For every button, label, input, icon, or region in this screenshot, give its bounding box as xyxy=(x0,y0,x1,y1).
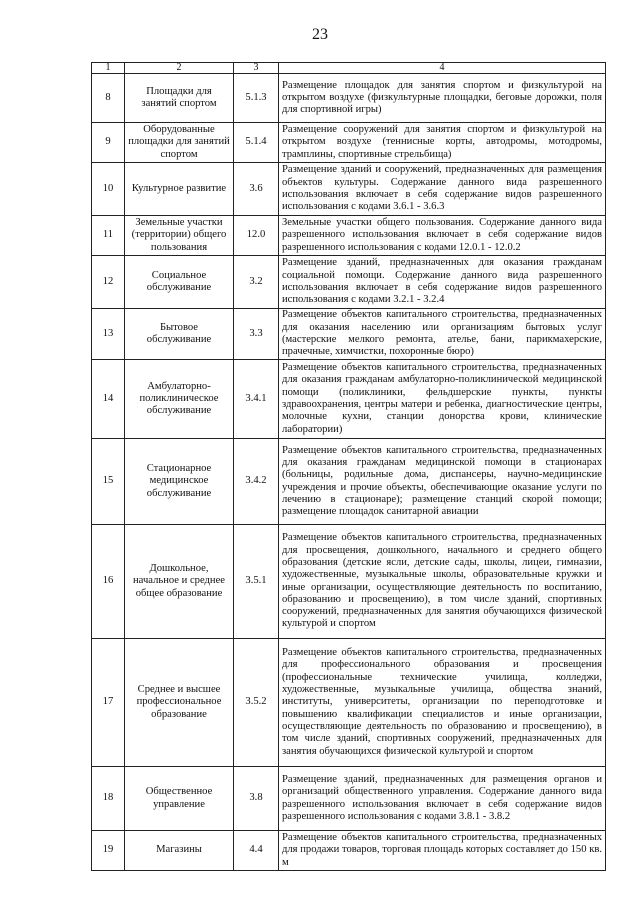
use-name: Среднее и высшее профессиональное образование xyxy=(125,639,234,767)
use-name: Общественное управление xyxy=(125,767,234,831)
use-description: Размещение объектов капитального строительства, предназначенных для просвещения, дошкольного, начального и среднего общего образования (детские ясли, детские сады, школы, лицеи, гимназии, художественные, музыкальные школы, образовательные кружки и иные организации, осуществляющие деятельность по воспитанию, образованию и просвещению), в том числе зданий, спортивных сооружений, предназначенных для занятия обучающихся физической культурой и спортом xyxy=(279,525,606,639)
use-code: 5.1.3 xyxy=(234,74,279,123)
table-row xyxy=(92,525,606,639)
row-number: 19 xyxy=(92,831,125,871)
row-number: 14 xyxy=(92,360,125,439)
use-name: Дошкольное, начальное и среднее общее образование xyxy=(125,525,234,639)
table-row xyxy=(92,256,606,309)
use-code: 4.4 xyxy=(234,831,279,871)
use-code: 12.0 xyxy=(234,216,279,256)
use-description: Размещение объектов капитального строительства, предназначенных для оказания гражданам амбулаторно-поликлинической медицинской помощи (поликлиники, фельдшерские пункты, пункты здравоохранения, центры матери и ребенка, диагностические центры, молочные кухни, станции донорства крови, клинические лаборатории) xyxy=(279,360,606,439)
use-description: Размещение зданий, предназначенных для размещения органов и организаций общественного управления. Содержание данного вида разрешенного использования включает в себя содержание видов разрешенного использования с кодами 3.8.1 - 3.8.2 xyxy=(279,767,606,831)
use-code: 3.5.1 xyxy=(234,525,279,639)
use-code: 3.4.2 xyxy=(234,439,279,525)
row-number: 15 xyxy=(92,439,125,525)
use-code: 3.4.1 xyxy=(234,360,279,439)
use-code: 3.8 xyxy=(234,767,279,831)
use-description: Размещение объектов капитального строительства, предназначенных для продажи товаров, торговая площадь которых составляет до 150 кв. м xyxy=(279,831,606,871)
use-description: Размещение объектов капитального строительства, предназначенных для оказания гражданам медицинской помощи в стационарах (больницы, родильные дома, диспансеры, научно-медицинские учреждения и прочие объекты, обеспечивающие оказание услуги по лечению в стационаре); размещение станций скорой помощи; размещение площадок санитарной авиации xyxy=(279,439,606,525)
row-number: 8 xyxy=(92,74,125,123)
row-number: 13 xyxy=(92,309,125,360)
row-number: 10 xyxy=(92,163,125,216)
use-name: Земельные участки (территории) общего пользования xyxy=(125,216,234,256)
table-row xyxy=(92,831,606,871)
use-name: Бытовое обслуживание xyxy=(125,309,234,360)
header-cell: 4 xyxy=(279,63,606,74)
use-name: Оборудованные площадки для занятий спортом xyxy=(125,123,234,163)
use-description: Размещение сооружений для занятия спортом и физкультурой на открытом воздухе (теннисные корты, автодромы, мотодромы, трамплины, спортивные стрельбища) xyxy=(279,123,606,163)
table-row xyxy=(92,767,606,831)
table-row xyxy=(92,163,606,216)
page-number: 23 xyxy=(312,26,328,43)
table-row xyxy=(92,639,606,767)
row-number: 18 xyxy=(92,767,125,831)
use-name: Стационарное медицинское обслуживание xyxy=(125,439,234,525)
row-number: 9 xyxy=(92,123,125,163)
use-code: 3.2 xyxy=(234,256,279,309)
use-name: Площадки для занятий спортом xyxy=(125,74,234,123)
row-number: 11 xyxy=(92,216,125,256)
row-number: 12 xyxy=(92,256,125,309)
use-code: 3.3 xyxy=(234,309,279,360)
use-code: 3.5.2 xyxy=(234,639,279,767)
use-description: Размещение площадок для занятия спортом и физкультурой на открытом воздухе (физкультурные площадки, беговые дорожки, поля для спортивной игры) xyxy=(279,74,606,123)
use-code: 5.1.4 xyxy=(234,123,279,163)
use-code: 3.6 xyxy=(234,163,279,216)
header-cell: 1 xyxy=(92,63,125,74)
use-description: Размещение объектов капитального строительства, предназначенных для оказания населению или организациям бытовых услуг (мастерские мелкого ремонта, ателье, бани, парикмахерские, прачечные, химчистки, похоронные бюро) xyxy=(279,309,606,360)
table-row xyxy=(92,216,606,256)
table-row xyxy=(92,439,606,525)
use-name: Магазины xyxy=(125,831,234,871)
table-row xyxy=(92,123,606,163)
land-use-table xyxy=(91,62,606,871)
use-name: Амбулаторно-поликлиническое обслуживание xyxy=(125,360,234,439)
use-description: Размещение зданий, предназначенных для оказания гражданам социальной помощи. Содержание данного вида разрешенного использования включает в себя содержание видов разрешенного использования с кодами 3.2.1 - 3.2.4 xyxy=(279,256,606,309)
use-description: Размещение объектов капитального строительства, предназначенных для профессионального образования и просвещения (профессиональные технические училища, колледжи, художественные, музыкальные училища, общества знаний, институты, университеты, организации по переподготовке и повышению квалификации специалистов и иные организации, осуществляющие деятельность по образованию и просвещению), в том числе зданий, спортивных сооружений, предназначенных для занятия обучающихся физической культурой и спортом xyxy=(279,639,606,767)
table-row xyxy=(92,309,606,360)
header-cell: 2 xyxy=(125,63,234,74)
header-row xyxy=(92,63,606,74)
use-name: Культурное развитие xyxy=(125,163,234,216)
table-row xyxy=(92,360,606,439)
row-number: 16 xyxy=(92,525,125,639)
use-description: Земельные участки общего пользования. Содержание данного вида разрешенного использования включает в себя содержание видов разрешенного использования с кодами 12.0.1 - 12.0.2 xyxy=(279,216,606,256)
table-row xyxy=(92,74,606,123)
use-description: Размещение зданий и сооружений, предназначенных для размещения объектов культуры. Содержание данного вида разрешенного использования включает в себя содержание видов разрешенного использования с кодами 3.6.1 - 3.6.3 xyxy=(279,163,606,216)
use-name: Социальное обслуживание xyxy=(125,256,234,309)
row-number: 17 xyxy=(92,639,125,767)
header-cell: 3 xyxy=(234,63,279,74)
